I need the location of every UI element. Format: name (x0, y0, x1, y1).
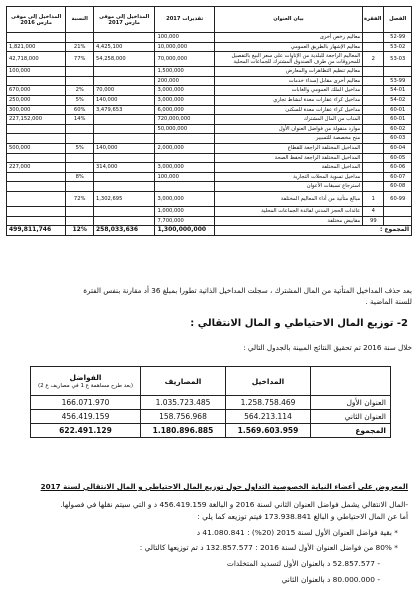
budget-cell-forecast: 7,700,000 (155, 216, 214, 226)
budget-cell-ratio (66, 134, 94, 144)
budget-cell-forecast: 10,000,000 (155, 42, 214, 52)
text-line-2: أما عن المال الاحتياطي و البالغ 173.938.841 فيتم توزيعه كما يلي : (197, 512, 408, 521)
distribution-row (31, 396, 391, 410)
budget-header-row (7, 7, 412, 33)
total-row-label: المجموع (311, 424, 391, 438)
budget-cell-label: مداخيل كراء عقارات معدة لنشاط تجاري (214, 95, 362, 105)
budget-cell-label: موارد منقولة من فواضل العنوان الأول (214, 124, 362, 134)
budget-cell-realized-2017: 140,000 (93, 143, 154, 153)
distribution-table (30, 366, 391, 438)
distribution-header-row (31, 367, 391, 396)
header-ratio: النسبة (66, 7, 94, 33)
budget-cell-chapter: 60-05 (384, 153, 412, 163)
budget-row (7, 76, 412, 86)
budget-cell-chapter: 60-01 (384, 105, 412, 115)
budget-row (7, 105, 412, 115)
budget-table-wrap (6, 6, 412, 236)
budget-cell-ratio: 14% (66, 115, 94, 125)
budget-cell-realized-2017: 140,000 (93, 95, 154, 105)
budget-cell-chapter (384, 216, 412, 226)
budget-cell-ratio: 8% (66, 172, 94, 182)
budget-cell-chapter: 60-02 (384, 124, 412, 134)
distribution-table-wrap (30, 366, 390, 438)
row1-expenses: 1.035.723.485 (141, 396, 226, 410)
budget-cell-label: معاليم الإشهار بالطريق العمومي (214, 42, 362, 52)
budget-cell-label: المداخيل المختلفة (214, 163, 362, 173)
header-chapter: الفصل (384, 7, 412, 33)
budget-cell-realized-2016 (7, 191, 66, 206)
budget-cell-chapter: 54-01 (384, 86, 412, 96)
budget-cell-paragraph (363, 33, 384, 43)
header-realized-2016: المداخيل إلى موفى مارس 2016 (7, 7, 66, 33)
proposal-heading: المعروض على أعضاء النيابة الخصوصية التداول حول توزيع المال الاحتياطي و المال الانتقالي لسنة 2017 (40, 482, 408, 491)
budget-cell-realized-2017 (93, 124, 154, 134)
text-line-6: - 80.000.000 د بالعنوان الثاني (281, 575, 380, 584)
budget-cell-realized-2017: 4,425,100 (93, 42, 154, 52)
distribution-total-row (31, 424, 391, 438)
header-surplus-label: الفواضل (69, 372, 102, 382)
budget-cell-chapter: 60-04 (384, 143, 412, 153)
budget-cell-paragraph: 2 (363, 52, 384, 67)
budget-cell-realized-2016 (7, 182, 66, 192)
paragraph-2: خلال سنة 2016 تم تحقيق النتائج المبينة بالجدول التالي : (243, 343, 412, 352)
header-forecast: تقديرات 2017 (155, 7, 214, 33)
budget-cell-realized-2017 (93, 134, 154, 144)
budget-cell-realized-2016: 227,000 (7, 163, 66, 173)
budget-cell-paragraph (363, 182, 384, 192)
budget-cell-forecast: 3,000,000 (155, 163, 214, 173)
budget-cell-label: مداخيل الملك العمومي والغابات (214, 86, 362, 96)
budget-cell-label: المداخيل المختلفة الراجعة لحفظ الصحة (214, 153, 362, 163)
budget-cell-realized-2017 (93, 172, 154, 182)
budget-cell-realized-2016: 42,718,000 (7, 52, 66, 67)
budget-cell-ratio (66, 163, 94, 173)
budget-cell-paragraph (363, 153, 384, 163)
budget-cell-realized-2016 (7, 33, 66, 43)
budget-cell-paragraph (363, 143, 384, 153)
text-line-3: * بقية فواضل العنوان الأول لسنة 2015 (20%) : 41.080.841 د (196, 528, 398, 537)
budget-row (7, 216, 412, 226)
budget-cell-label: مقابيض مختلفة (214, 216, 362, 226)
row2-surplus: 456.419.159 (31, 410, 141, 424)
budget-cell-forecast: 6,000,000 (155, 105, 214, 115)
budget-cell-forecast: 1,000,000 (155, 206, 214, 216)
row1-label: العنوان الأول (311, 396, 391, 410)
budget-cell-forecast (155, 153, 214, 163)
budget-cell-forecast: 3,000,000 (155, 86, 214, 96)
budget-cell-chapter: 60-08 (384, 182, 412, 192)
budget-table (6, 6, 412, 236)
total-label: المجموع : (214, 226, 411, 236)
budget-row (7, 206, 412, 216)
header-empty (311, 367, 391, 396)
budget-cell-forecast: 100,000 (155, 33, 214, 43)
budget-cell-ratio (66, 76, 94, 86)
budget-cell-realized-2017: 54,258,000 (93, 52, 154, 67)
budget-cell-chapter: 60-01 (384, 115, 412, 125)
budget-cell-label: المناب من المال المشترك (214, 115, 362, 125)
header-realized-2017: المداخيل إلى موفى مارس 2017 (93, 7, 154, 33)
total-realized-2016: 499,811,746 (7, 226, 66, 236)
budget-cell-chapter (384, 67, 412, 77)
budget-cell-ratio (66, 124, 94, 134)
total-ratio: 12% (66, 226, 94, 236)
header-statement: بيان العنوان (214, 7, 362, 33)
budget-total-row (7, 226, 412, 236)
budget-cell-chapter (384, 206, 412, 216)
budget-row (7, 86, 412, 96)
budget-cell-label: استرجاع تسبقات الأعوان (214, 182, 362, 192)
budget-cell-ratio: 21% (66, 42, 94, 52)
budget-cell-paragraph (363, 67, 384, 77)
budget-cell-label: مداخيل تسوية المحلات التجارية (214, 172, 362, 182)
budget-cell-chapter: 60-07 (384, 172, 412, 182)
budget-cell-paragraph: 4 (363, 206, 384, 216)
budget-cell-paragraph (363, 95, 384, 105)
budget-row (7, 134, 412, 144)
budget-cell-ratio: 5% (66, 143, 94, 153)
budget-row (7, 172, 412, 182)
total-forecast: 1,300,000,000 (155, 226, 214, 236)
total-expenses: 1.180.896.885 (141, 424, 226, 438)
total-surplus: 622.491.129 (31, 424, 141, 438)
budget-cell-realized-2017 (93, 33, 154, 43)
budget-cell-realized-2016: 670,000 (7, 86, 66, 96)
budget-row (7, 115, 412, 125)
budget-row (7, 33, 412, 43)
header-expenses: المصاريف (141, 367, 226, 396)
paragraph-1 (8, 286, 412, 307)
budget-cell-realized-2017 (93, 216, 154, 226)
paragraph-1-line-2: للسنة الماضية . (365, 296, 412, 306)
budget-cell-forecast: 200,000 (155, 76, 214, 86)
budget-row (7, 153, 412, 163)
budget-cell-forecast: 70,000,000 (155, 52, 214, 67)
budget-cell-chapter: 52-99 (384, 33, 412, 43)
budget-cell-ratio: 60% (66, 105, 94, 115)
total-realized-2017: 258,033,636 (93, 226, 154, 236)
header-surplus-sub: (بعد طرح مساهمة ع 1 في مصاريف ع 2) (38, 382, 133, 389)
row2-expenses: 158.756.968 (141, 410, 226, 424)
budget-cell-label: المداخيل المختلفة الراجعة للقطاع (214, 143, 362, 153)
budget-cell-forecast: 1,500,000 (155, 67, 214, 77)
budget-cell-realized-2017: 70,000 (93, 86, 154, 96)
budget-cell-paragraph: 1 (363, 191, 384, 206)
budget-cell-paragraph (363, 163, 384, 173)
budget-cell-paragraph (363, 86, 384, 96)
budget-cell-realized-2016 (7, 134, 66, 144)
budget-cell-realized-2016 (7, 216, 66, 226)
budget-cell-label: مبالغ متأتية من أداء المعاليم المختلفة (214, 191, 362, 206)
budget-cell-paragraph (363, 76, 384, 86)
budget-cell-ratio: 77% (66, 52, 94, 67)
budget-cell-realized-2016 (7, 124, 66, 134)
budget-cell-realized-2017 (93, 153, 154, 163)
budget-cell-realized-2017 (93, 182, 154, 192)
budget-cell-label: المعاليم الراجعة للبلدية من الإتاوات على سعر البيع بالتفصيل للمحروقات من طرف الصندوق المشترك للجماعات المحلية (214, 52, 362, 67)
budget-cell-realized-2016: 250,000 (7, 95, 66, 105)
text-line-4: * 80% من فواضل العنوان الأول لسنة 2016 : 132.857.577 د تم توزيعها كالتالي : (139, 543, 398, 552)
budget-cell-realized-2017: 1,302,695 (93, 191, 154, 206)
text-line-5: - 52.857.577 د بالعنوان الأول لتسديد المتخلدات (226, 559, 380, 568)
budget-row (7, 124, 412, 134)
budget-cell-forecast: 50,000,000 (155, 124, 214, 134)
budget-cell-chapter: 53-03 (384, 52, 412, 67)
budget-cell-ratio (66, 67, 94, 77)
budget-cell-realized-2017 (93, 206, 154, 216)
row1-surplus: 166.071.970 (31, 396, 141, 410)
budget-row (7, 182, 412, 192)
budget-cell-chapter: 60-06 (384, 163, 412, 173)
budget-cell-label: مداخيل كراء عقارات معدة للسكنى (214, 105, 362, 115)
header-receipts: المداخيل (226, 367, 311, 396)
budget-cell-chapter: 53-99 (384, 76, 412, 86)
budget-body (7, 33, 412, 226)
budget-row (7, 143, 412, 153)
budget-cell-realized-2016: 500,000 (7, 143, 66, 153)
budget-row (7, 67, 412, 77)
budget-cell-realized-2016: 227,152,000 (7, 115, 66, 125)
section-title: 2- توزيع المال الاحتياطي و المال الانتقالي : (190, 318, 408, 329)
budget-cell-forecast: 2,000,000 (155, 143, 214, 153)
budget-cell-forecast (155, 182, 214, 192)
budget-cell-ratio (66, 182, 94, 192)
budget-cell-chapter: 53-02 (384, 42, 412, 52)
text-line-1: -المال الانتقالي يشمل فواضل العنوان الثاني لسنة 2016 و البالغة 456.419.159 د و التي سيتم نقلها في فصولها. (60, 500, 408, 509)
budget-cell-realized-2017 (93, 67, 154, 77)
budget-row (7, 42, 412, 52)
budget-cell-ratio: 5% (66, 95, 94, 105)
budget-cell-ratio (66, 153, 94, 163)
header-surplus (31, 367, 141, 396)
budget-cell-realized-2016 (7, 172, 66, 182)
paragraph-1-line-1: بعد حذف المداخيل المتأتية من المال المشترك ، سجلت المداخيل الذاتية تطورا بمبلغ 36 أد مقارنة بنفس الفترة (83, 286, 412, 295)
budget-cell-ratio: 2% (66, 86, 94, 96)
row1-receipts: 1.258.758.469 (226, 396, 311, 410)
budget-cell-realized-2016: 1,821,000 (7, 42, 66, 52)
budget-cell-paragraph (363, 105, 384, 115)
budget-cell-realized-2017: 314,000 (93, 163, 154, 173)
budget-cell-label: عائدات الحجز المدني لفائدة الجماعات المحلية (214, 206, 362, 216)
budget-cell-realized-2016: 100,000 (7, 67, 66, 77)
budget-cell-realized-2017: 3,479,653 (93, 105, 154, 115)
budget-cell-forecast: 720,000,000 (155, 115, 214, 125)
budget-cell-realized-2016 (7, 153, 66, 163)
header-paragraph: الفقرة (363, 7, 384, 33)
budget-cell-forecast: 3,000,000 (155, 191, 214, 206)
budget-row (7, 191, 412, 206)
budget-cell-forecast (155, 134, 214, 144)
budget-cell-label: معاليم تنظيم التظاهرات والمعارض (214, 67, 362, 77)
budget-cell-paragraph (363, 42, 384, 52)
row2-label: العنوان الثاني (311, 410, 391, 424)
budget-cell-realized-2017 (93, 76, 154, 86)
budget-cell-label: معاليم أخرى مقابل إسداء خدمات (214, 76, 362, 86)
budget-cell-chapter: 54-02 (384, 95, 412, 105)
budget-cell-realized-2016 (7, 206, 66, 216)
budget-cell-realized-2016: 300,000 (7, 105, 66, 115)
budget-cell-chapter: 60-99 (384, 191, 412, 206)
budget-cell-paragraph (363, 124, 384, 134)
budget-cell-paragraph (363, 115, 384, 125)
total-receipts: 1.569.603.959 (226, 424, 311, 438)
budget-cell-label: منح مخصصة للتسيير (214, 134, 362, 144)
budget-cell-ratio: 72% (66, 191, 94, 206)
budget-cell-paragraph (363, 172, 384, 182)
budget-row (7, 52, 412, 67)
row2-receipts: 564.213.114 (226, 410, 311, 424)
budget-cell-ratio (66, 216, 94, 226)
budget-cell-forecast: 100,000 (155, 172, 214, 182)
budget-cell-realized-2016 (7, 76, 66, 86)
distribution-row (31, 410, 391, 424)
budget-cell-ratio (66, 206, 94, 216)
budget-cell-chapter: 60-03 (384, 134, 412, 144)
budget-cell-ratio (66, 33, 94, 43)
budget-cell-label: معاليم رخص أخرى (214, 33, 362, 43)
budget-cell-realized-2017 (93, 115, 154, 125)
budget-row (7, 95, 412, 105)
budget-cell-forecast: 3,000,000 (155, 95, 214, 105)
budget-cell-paragraph (363, 134, 384, 144)
budget-cell-paragraph: 99 (363, 216, 384, 226)
budget-row (7, 163, 412, 173)
